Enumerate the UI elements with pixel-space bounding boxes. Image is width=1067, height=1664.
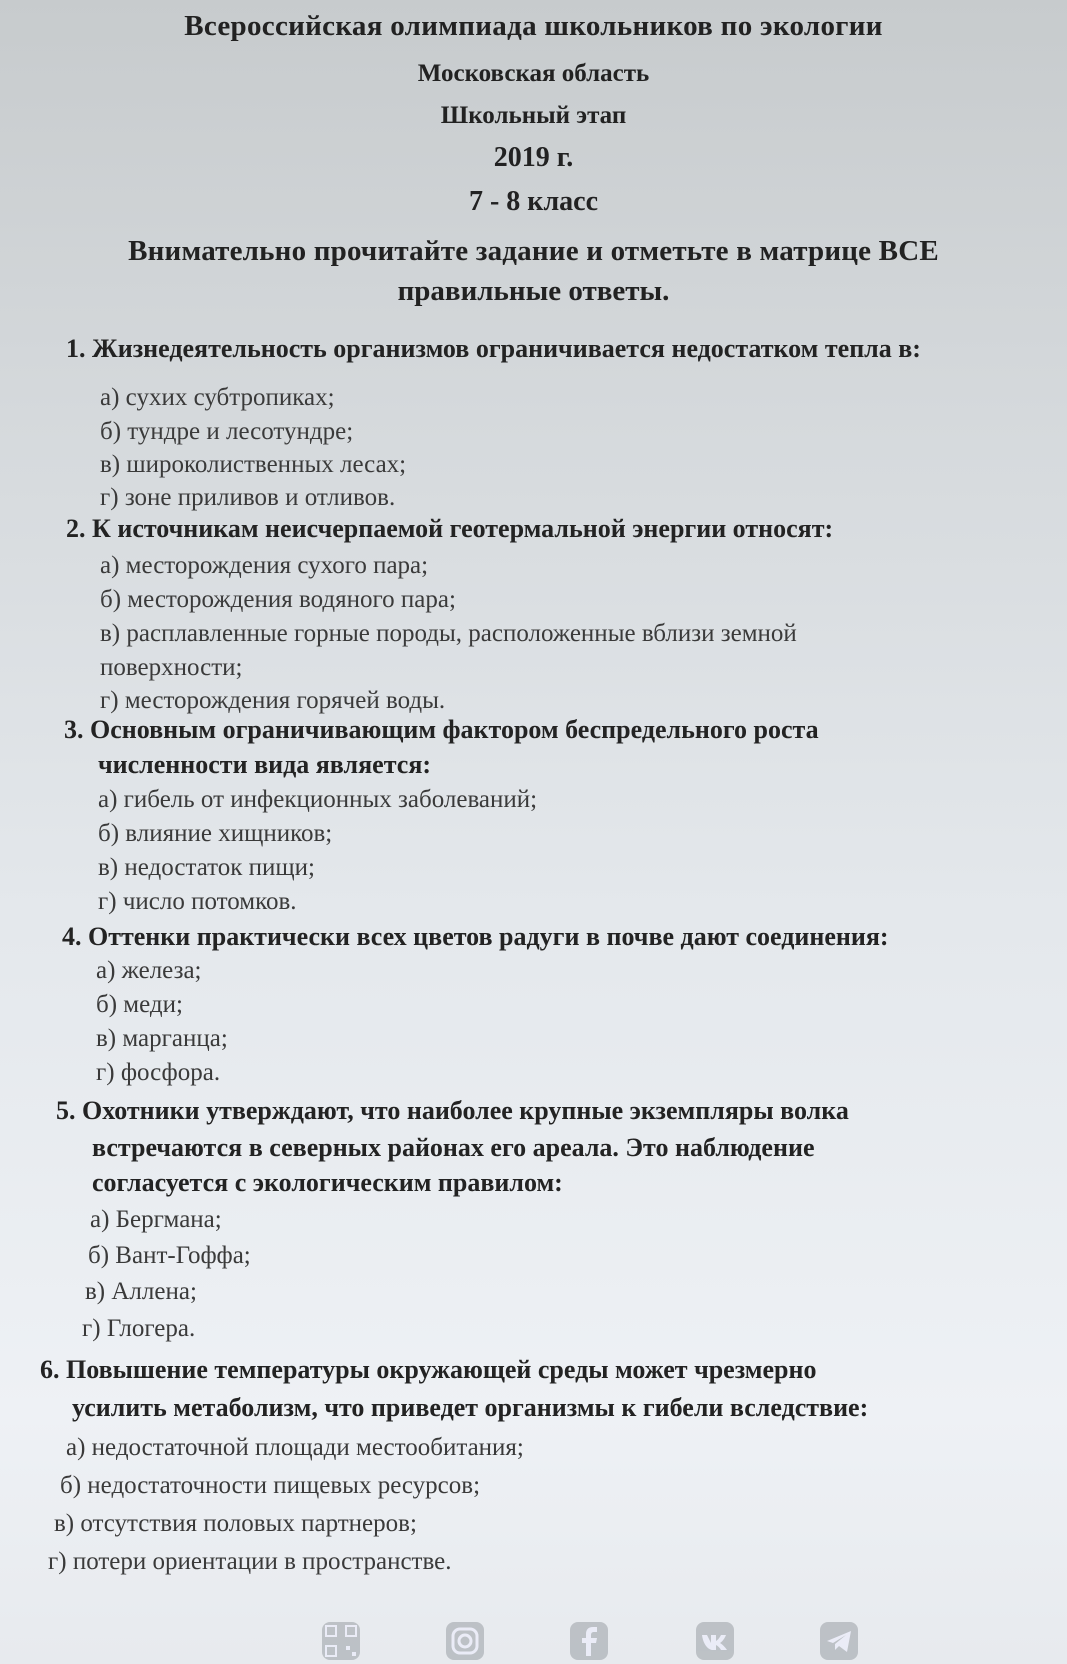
answer-option: г) число потомков. xyxy=(98,888,297,915)
question-text xyxy=(66,512,833,546)
question-line: К источникам неисчерпаемой геотермальной энергии относят: xyxy=(92,514,834,543)
answer-option: а) Бергмана; xyxy=(90,1206,222,1233)
olympiad-title: Всероссийская олимпиада школьников по экологии xyxy=(184,10,883,42)
answer-option: б) недостаточности пищевых ресурсов; xyxy=(60,1472,481,1499)
instruction-line-1: Внимательно прочитайте задание и отметьте в матрице ВСЕ xyxy=(128,235,939,267)
answer-option-continuation: поверхности; xyxy=(100,654,243,681)
question-number: 1. xyxy=(66,334,86,363)
footer-icons xyxy=(0,1622,1067,1664)
question-text xyxy=(62,920,889,954)
answer-option: а) гибель от инфекционных заболеваний; xyxy=(98,786,538,813)
answer-option: б) влияние хищников; xyxy=(98,820,333,847)
grade-label: 7 - 8 класс xyxy=(468,186,599,217)
question-line: усилить метаболизм, что приведет организмы к гибели вследствие: xyxy=(72,1393,869,1422)
answer-option: в) марганца; xyxy=(96,1025,228,1052)
question-number: 6. xyxy=(40,1355,60,1384)
instruction-line-2: правильные ответы. xyxy=(397,275,670,307)
instagram-icon xyxy=(446,1622,484,1660)
qr-code-icon xyxy=(322,1622,360,1660)
answer-option: в) недостаток пищи; xyxy=(98,854,315,881)
question-line: численности вида является: xyxy=(98,750,432,779)
answer-option: а) месторождения сухого пара; xyxy=(100,552,429,579)
answer-option: г) месторождения горячей воды. xyxy=(100,687,446,714)
answer-option: в) отсутствия половых партнеров; xyxy=(54,1510,417,1537)
answer-option: а) железа; xyxy=(96,957,202,984)
stage-label: Школьный этап xyxy=(440,102,627,129)
answer-option: а) недостаточной площади местообитания; xyxy=(66,1434,524,1461)
answer-option: б) тундре и лесотундре; xyxy=(100,418,354,445)
answer-option: б) Вант-Гоффа; xyxy=(88,1242,251,1269)
year-label: 2019 г. xyxy=(493,142,574,173)
question-text xyxy=(40,1353,817,1387)
answer-option: а) сухих субтропиках; xyxy=(100,384,335,411)
answer-option: г) Глогера. xyxy=(82,1315,196,1342)
region-label: Московская область xyxy=(417,60,650,87)
question-line: Охотники утверждают, что наиболее крупные экземпляры волка xyxy=(82,1096,849,1125)
question-line: Оттенки практически всех цветов радуги в почве дают соединения: xyxy=(88,922,889,951)
answer-option: г) зоне приливов и отливов. xyxy=(100,484,396,511)
question-line: встречаются в северных районах его ареала. Это наблюдение xyxy=(92,1133,815,1162)
question-line: Жизнедеятельность организмов ограничивается недостатком тепла в: xyxy=(92,334,921,363)
question-number: 4. xyxy=(62,922,82,951)
question-line: Повышение температуры окружающей среды может чрезмерно xyxy=(66,1355,817,1384)
answer-option: в) расплавленные горные породы, расположенные вблизи земной xyxy=(100,620,797,647)
answer-option: б) месторождения водяного пара; xyxy=(100,586,456,613)
answer-option: в) широколиственных лесах; xyxy=(100,451,407,478)
question-number: 5. xyxy=(56,1096,76,1125)
facebook-icon xyxy=(570,1622,608,1660)
vk-icon xyxy=(696,1622,734,1660)
question-text xyxy=(64,713,819,747)
question-number: 2. xyxy=(66,514,86,543)
telegram-icon xyxy=(820,1622,858,1660)
answer-option: г) потери ориентации в пространстве. xyxy=(48,1548,452,1575)
answer-option: в) Аллена; xyxy=(85,1278,197,1305)
answer-option: б) меди; xyxy=(96,991,183,1018)
answer-option: г) фосфора. xyxy=(96,1059,221,1086)
question-line: Основным ограничивающим фактором беспредельного роста xyxy=(90,715,819,744)
question-text xyxy=(66,332,921,366)
question-text xyxy=(56,1094,849,1128)
question-number: 3. xyxy=(64,715,84,744)
question-line: согласуется с экологическим правилом: xyxy=(92,1168,563,1197)
